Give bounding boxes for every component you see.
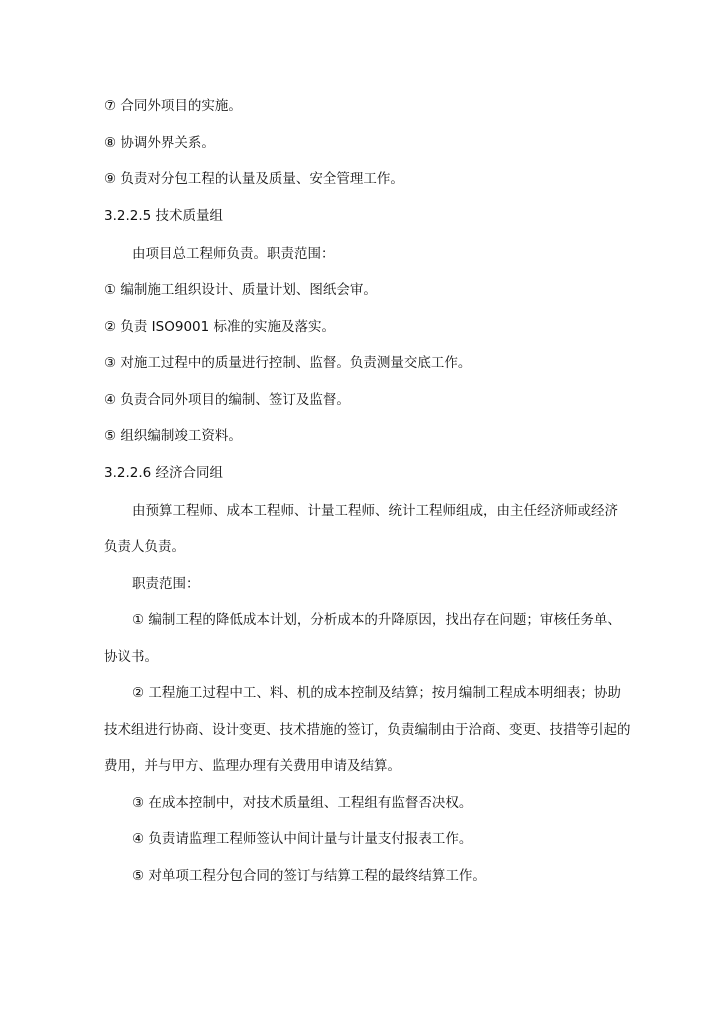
list-item: ⑦ 合同外项目的实施。 [104, 98, 242, 114]
list-item-continuation: 协议书。 [104, 648, 158, 665]
list-item-continuation: 费用，并与甲方、监理办理有关费用申请及结算。 [104, 758, 401, 774]
section-heading: 3.2.2.5 技术质量组 [104, 207, 224, 224]
list-item: ② 负责 ISO9001 标准的实施及落实。 [104, 318, 336, 335]
list-item: ① 编制工程的降低成本计划，分析成本的升降原因，找出存在问题；审核任务单、 [132, 612, 621, 628]
list-item: ② 工程施工过程中工、料、机的成本控制及结算；按月编制工程成本明细表；协助 [132, 685, 621, 701]
list-item: ③ 对施工过程中的质量进行控制、监督。负责测量交底工作。 [104, 355, 472, 371]
list-item: ⑨ 负责对分包工程的认量及质量、安全管理工作。 [104, 171, 404, 187]
list-item: ④ 负责合同外项目的编制、签订及监督。 [104, 391, 350, 408]
section-heading: 3.2.2.6 经济合同组 [104, 464, 224, 481]
list-item: ⑤ 对单项工程分包合同的签订与结算工程的最终结算工作。 [132, 867, 486, 884]
list-item: ⑧ 协调外界关系。 [104, 134, 215, 151]
paragraph: 由项目总工程师负责。职责范围： [132, 245, 335, 262]
paragraph-line: 负责人负责。 [104, 539, 185, 555]
list-item: ③ 在成本控制中，对技术质量组、工程组有监督否决权。 [132, 794, 473, 811]
list-item-continuation: 技术组进行协商、设计变更、技术措施的签订，负责编制由于洽商、变更、技措等引起的 [104, 721, 631, 738]
list-item: ⑤ 组织编制竣工资料。 [104, 428, 242, 444]
list-item: ④ 负责请监理工程师签认中间计量与计量支付报表工作。 [132, 831, 473, 847]
list-item: ① 编制施工组织设计、质量计划、图纸会审。 [104, 282, 377, 298]
paragraph-line: 由预算工程师、成本工程师、计量工程师、统计工程师组成，由主任经济师或经济 [132, 502, 618, 519]
paragraph: 职责范围： [132, 575, 200, 592]
document-body [104, 95, 664, 901]
